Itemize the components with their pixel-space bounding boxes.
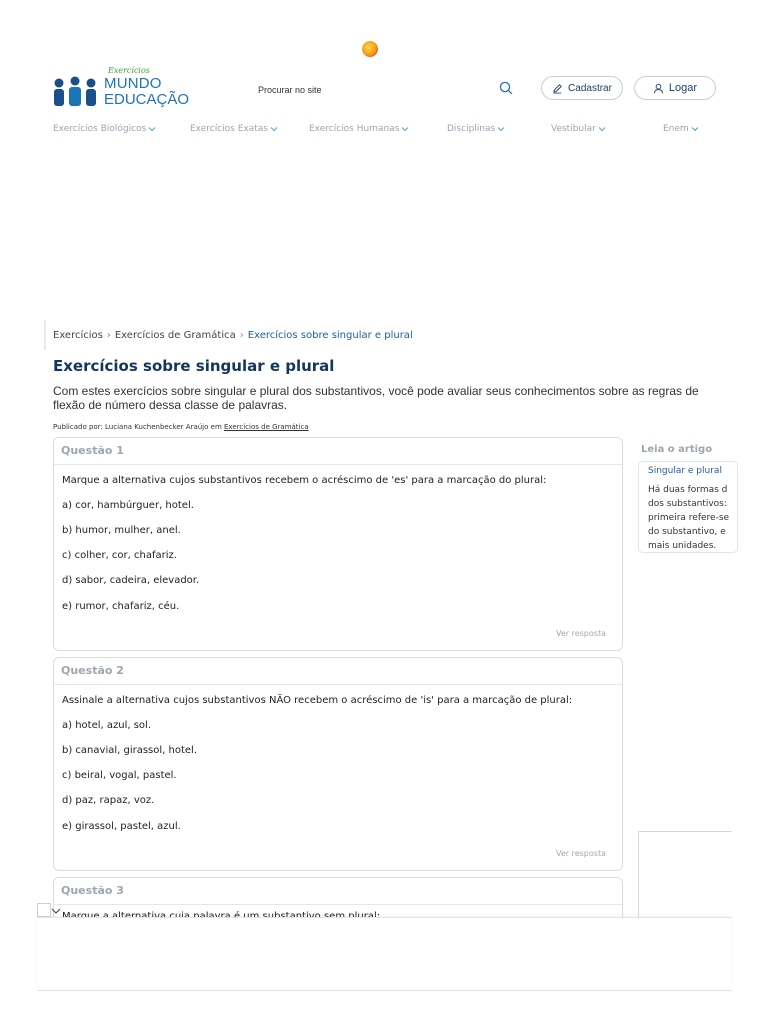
byline-category-link[interactable]: Exercícios de Gramática <box>224 423 309 431</box>
chevron-down-icon <box>148 125 156 133</box>
main-nav <box>53 124 713 138</box>
excerpt-line: dos substantivos: <box>648 499 727 509</box>
collapse-ad-button[interactable] <box>37 903 51 917</box>
nav-item-label: Enem <box>663 124 689 134</box>
excerpt-line: mais unidades. <box>648 541 717 551</box>
pencil-icon <box>552 83 563 94</box>
nav-item-exatas[interactable] <box>190 124 278 134</box>
nav-item-label: Exercícios Exatas <box>190 124 268 134</box>
question-card-1 <box>53 437 623 651</box>
divider <box>44 320 46 350</box>
question-option: d) sabor, cadeira, elevador. <box>62 575 200 586</box>
excerpt-line: do substantivo, e <box>648 527 726 537</box>
excerpt-line: primeira refere-se <box>648 513 730 523</box>
chevron-down-icon <box>691 125 699 133</box>
search-input[interactable] <box>256 78 522 102</box>
article-lead: Com estes exercícios sobre singular e plural dos substantivos, você pode avaliar seus conhecimentos sobre as regras de flexão de número dessa classe de palavras. <box>53 384 699 412</box>
breadcrumb-item-current: Exercícios sobre singular e plural <box>247 330 413 341</box>
question-header: Questão 3 <box>54 878 622 905</box>
breadcrumb-item-gramatica[interactable]: Exercícios de Gramática <box>114 330 236 341</box>
chevron-down-icon <box>270 125 278 133</box>
chevron-down-icon[interactable] <box>50 906 62 916</box>
byline <box>53 423 309 431</box>
question-option: c) colher, cor, chafariz. <box>62 550 177 561</box>
nav-item-label: Vestibular <box>551 124 596 134</box>
logo-people-icon <box>52 76 104 116</box>
breadcrumb-item-exercicios[interactable]: Exercícios <box>53 330 103 341</box>
promo-badge-icon[interactable] <box>362 41 378 57</box>
excerpt-line: Há duas formas d <box>648 485 728 495</box>
chevron-right-icon: › <box>239 330 244 341</box>
sidebar-title: Leia o artigo <box>641 444 713 455</box>
register-button[interactable] <box>541 76 623 100</box>
login-button-label: Logar <box>668 82 698 94</box>
related-article-link[interactable]: Singular e plural <box>648 466 722 476</box>
chevron-down-icon <box>401 125 409 133</box>
breadcrumb <box>53 330 413 341</box>
login-button[interactable] <box>634 76 716 100</box>
question-option: e) girassol, pastel, azul. <box>62 821 181 832</box>
question-card-2 <box>53 657 623 871</box>
page-title: Exercícios sobre singular e plural <box>53 357 335 375</box>
nav-item-disciplinas[interactable] <box>447 124 505 134</box>
nav-item-label: Exercícios Biológicos <box>53 124 147 134</box>
question-option: a) hotel, azul, sol. <box>62 720 152 731</box>
user-icon <box>653 83 664 94</box>
nav-item-enem[interactable] <box>663 124 699 134</box>
chevron-down-icon <box>497 125 505 133</box>
question-option: c) beiral, vogal, pastel. <box>62 770 177 781</box>
question-option: b) canavial, girassol, hotel. <box>62 745 198 756</box>
logo-text-line1: MUNDO <box>104 75 162 92</box>
question-stem: Assinale a alternativa cujos substantivos NÃO recebem o acréscimo de 'is' para a marcação de plural: <box>62 695 573 706</box>
related-article-excerpt <box>648 483 748 553</box>
nav-item-label: Exercícios Humanas <box>309 124 400 134</box>
show-answer-button[interactable]: Ver resposta <box>556 849 606 858</box>
register-button-label: Cadastrar <box>568 82 612 94</box>
question-option: b) humor, mulher, anel. <box>62 525 181 536</box>
question-option: d) paz, rapaz, voz. <box>62 795 155 806</box>
nav-item-label: Disciplinas <box>447 124 496 134</box>
question-header: Questão 1 <box>54 438 622 465</box>
logo-tagline: Exercícios <box>108 66 150 75</box>
question-stem: Marque a alternativa cujos substantivos recebem o acréscimo de 'es' para a marcação do plural: <box>62 475 547 486</box>
nav-item-humanas[interactable] <box>309 124 409 134</box>
question-option: e) rumor, chafariz, céu. <box>62 601 180 612</box>
show-answer-button[interactable]: Ver resposta <box>556 629 606 638</box>
question-option: a) cor, hambúrguer, hotel. <box>62 500 194 511</box>
search-icon[interactable] <box>498 80 514 96</box>
byline-author: Publicado por: Luciana Kuchenbecker Araújo em <box>53 423 222 431</box>
chevron-down-icon <box>598 125 606 133</box>
nav-item-biologicos[interactable] <box>53 124 156 134</box>
question-header: Questão 2 <box>54 658 622 685</box>
chevron-right-icon: › <box>106 330 111 341</box>
nav-item-vestibular[interactable] <box>551 124 606 134</box>
sticky-ad-bar <box>37 917 732 991</box>
logo-text-line2: EDUCAÇÃO <box>104 91 190 108</box>
